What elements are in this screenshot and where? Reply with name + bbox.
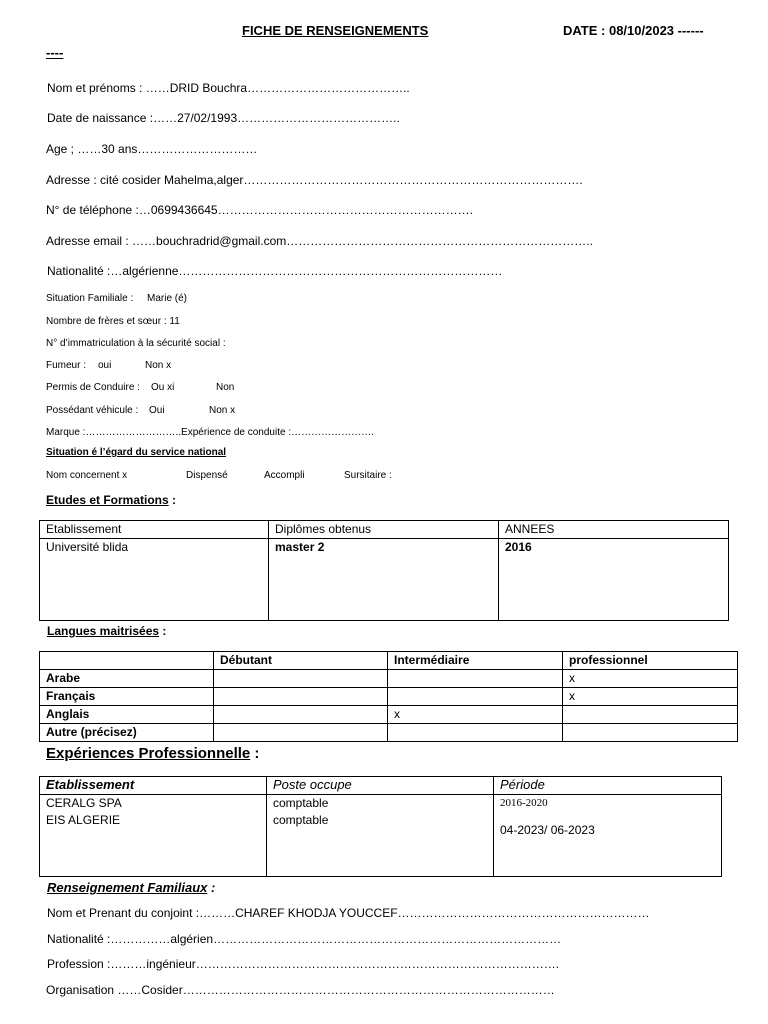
langue-level-cell	[388, 724, 563, 742]
experiences-col-periode: Période	[494, 777, 722, 795]
service-non-concerne: Nom concernent x	[46, 470, 128, 481]
email-line: Adresse email : ……bouchradrid@gmail.com…………………………………………………………………..	[46, 234, 593, 248]
langue-name-cell: Anglais	[40, 706, 214, 724]
etudes-etablissement-cell: Université blida	[40, 539, 269, 621]
table-row	[40, 539, 729, 621]
familiaux-heading: Renseignement Familiaux :	[47, 880, 216, 895]
permis-label: Permis de Conduire :	[46, 382, 140, 393]
etudes-table	[39, 520, 729, 621]
etudes-heading: Etudes et Formations :	[46, 493, 177, 507]
adresse-line: Adresse : cité cosider Mahelma,alger………………………………………………………………………….	[46, 173, 583, 187]
experiences-col-etablissement: Etablissement	[40, 777, 267, 795]
langue-level-cell: x	[563, 688, 738, 706]
experience-poste: comptable	[273, 796, 329, 810]
conjoint-nationalite-line: Nationalité :……………algérien……………………………………………………………………………	[47, 932, 562, 946]
service-accompli: Accompli	[264, 470, 305, 481]
fumeur-label: Fumeur :	[46, 360, 87, 371]
marque-experience-line: Marque :………………………..Expérience de conduite :…………………….	[46, 427, 374, 438]
langue-level-cell	[214, 706, 388, 724]
service-sursitaire: Sursitaire :	[344, 470, 392, 481]
langues-table	[39, 651, 738, 742]
vehicule-label: Possédant véhicule :	[46, 405, 139, 416]
service-dispense: Dispensé	[186, 470, 228, 481]
etudes-col-annees: ANNEES	[499, 521, 729, 539]
nom-prenoms-line: Nom et prénoms : ……DRID Bouchra…………………………………..	[47, 81, 410, 95]
experiences-periodes-cell	[494, 795, 722, 877]
langue-level-cell	[214, 724, 388, 742]
conjoint-organisation-line: Organisation ……Cosider…………………………………………………………………………………	[46, 983, 555, 997]
langues-col-empty	[40, 652, 214, 670]
langue-level-cell	[214, 688, 388, 706]
etudes-header-row	[40, 521, 729, 539]
service-national-heading: Situation é l’égard du service national	[46, 447, 227, 458]
date-naissance-line: Date de naissance :……27/02/1993…………………………………..	[47, 111, 400, 125]
situation-familiale-value: Marie (é)	[147, 293, 188, 304]
situation-familiale-label: Situation Familiale :	[46, 293, 134, 304]
langues-col-professionnel: professionnel	[563, 652, 738, 670]
experience-etablissement: EIS ALGERIE	[46, 813, 121, 827]
freres-soeurs-line: Nombre de frères et sœur : 11	[46, 316, 180, 327]
langue-level-cell: x	[388, 706, 563, 724]
experience-periode: 2016-2020	[500, 797, 548, 809]
etudes-col-diplomes: Diplômes obtenus	[269, 521, 499, 539]
age-line: Age ; ……30 ans…………………………	[46, 142, 258, 156]
experience-periode: 04-2023/ 06-2023	[500, 823, 595, 837]
conjoint-line: Nom et Prenant du conjoint :………CHAREF KHODJA YOUCCEF………………………………………………………	[47, 906, 650, 920]
experiences-postes-cell	[267, 795, 494, 877]
experience-poste: comptable	[273, 813, 329, 827]
etudes-col-etablissement: Etablissement	[40, 521, 269, 539]
etudes-annee-cell: 2016	[499, 539, 729, 621]
header-dash-line: ----	[46, 45, 64, 60]
langue-level-cell: x	[563, 670, 738, 688]
table-row	[40, 688, 738, 706]
experiences-etablissements-cell	[40, 795, 267, 877]
langue-level-cell	[563, 724, 738, 742]
langue-level-cell	[563, 706, 738, 724]
permis-non: Non	[216, 382, 235, 393]
langue-level-cell	[388, 670, 563, 688]
table-row	[40, 795, 722, 877]
vehicule-non: Non x	[209, 405, 236, 416]
langues-heading: Langues maitrisées :	[47, 624, 167, 638]
conjoint-profession-line: Profession :………ingénieur……………………………………………………………………………….	[47, 957, 560, 971]
table-row	[40, 670, 738, 688]
fumeur-non: Non x	[145, 360, 172, 371]
nationalite-line: Nationalité :…algérienne………………………………………………………………………	[47, 264, 503, 278]
langue-name-cell: Arabe	[40, 670, 214, 688]
permis-oui: Ou xi	[151, 382, 175, 393]
experiences-heading: Expériences Professionnelle :	[46, 745, 260, 762]
telephone-line: N° de téléphone :…0699436645……………………………………………………….	[46, 203, 473, 217]
langues-col-intermediaire: Intermédiaire	[388, 652, 563, 670]
etudes-diplome-cell: master 2	[269, 539, 499, 621]
experiences-header-row	[40, 777, 722, 795]
langue-level-cell	[388, 688, 563, 706]
langue-level-cell	[214, 670, 388, 688]
experience-etablissement: CERALG SPA	[46, 796, 122, 810]
page-title: FICHE DE RENSEIGNEMENTS	[242, 23, 429, 38]
experiences-table	[39, 776, 722, 877]
table-row	[40, 724, 738, 742]
experiences-col-poste: Poste occupe	[267, 777, 494, 795]
vehicule-oui: Oui	[149, 405, 165, 416]
immatriculation-line: N° d’immatriculation à la sécurité social :	[46, 338, 226, 349]
langue-name-cell: Français	[40, 688, 214, 706]
langues-header-row	[40, 652, 738, 670]
langues-col-debutant: Débutant	[214, 652, 388, 670]
langue-name-cell: Autre (précisez)	[40, 724, 214, 742]
date-field: DATE : 08/10/2023 ------	[563, 23, 704, 38]
fumeur-oui: oui	[98, 360, 112, 371]
table-row	[40, 706, 738, 724]
